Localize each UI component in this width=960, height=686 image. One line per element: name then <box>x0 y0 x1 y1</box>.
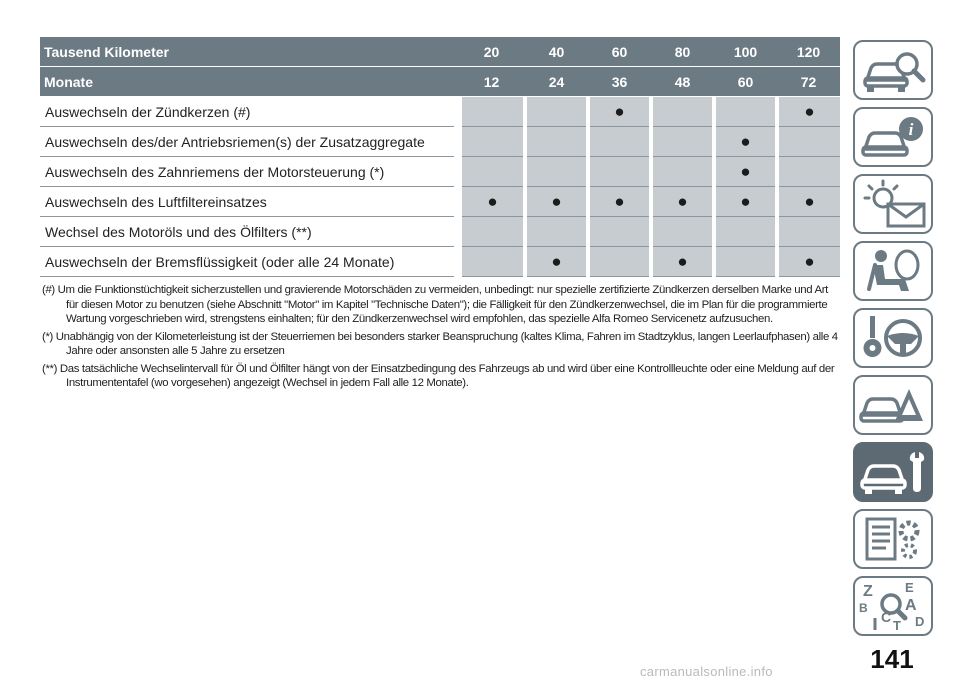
chapter-tab-vehicle-info[interactable] <box>853 107 933 167</box>
header-months-value: 12 <box>458 67 525 97</box>
schedule-mark <box>588 247 651 277</box>
chapter-tab-starting-driving[interactable] <box>853 308 933 368</box>
chapter-tab-safety[interactable] <box>853 241 933 301</box>
schedule-mark <box>525 157 588 187</box>
header-row-kilometers <box>40 37 840 67</box>
page-number: 141 <box>870 644 914 674</box>
header-km-value: 120 <box>777 37 840 67</box>
header-km-label: Tausend Kilometer <box>40 37 458 67</box>
table-row <box>40 187 840 217</box>
schedule-mark <box>458 127 525 157</box>
index-letters-icon <box>855 578 931 634</box>
warning-light-message-icon <box>855 176 931 232</box>
table-row <box>40 127 840 157</box>
car-breakdown-icon <box>855 377 931 433</box>
schedule-mark: ● <box>714 127 777 157</box>
car-search-icon <box>855 42 931 98</box>
index-letter: T <box>893 618 901 633</box>
header-months-value: 72 <box>777 67 840 97</box>
index-letter: E <box>905 580 914 595</box>
schedule-mark <box>525 127 588 157</box>
row-label: Auswechseln des/der Antriebsriemen(s) der Zusatzaggregate <box>40 127 458 157</box>
schedule-mark: ● <box>525 247 588 277</box>
header-row-months <box>40 67 840 97</box>
schedule-mark <box>651 97 714 127</box>
index-letter: C <box>881 609 892 625</box>
table-row <box>40 247 840 277</box>
header-km-value: 100 <box>714 37 777 67</box>
table-row <box>40 97 840 127</box>
row-label: Auswechseln der Zündkerzen (#) <box>40 97 458 127</box>
schedule-mark: ● <box>588 187 651 217</box>
schedule-mark <box>588 217 651 247</box>
header-km-value: 20 <box>458 37 525 67</box>
index-letter: D <box>915 614 925 629</box>
row-label: Wechsel des Motoröls und des Ölfilters (**) <box>40 217 458 247</box>
schedule-mark <box>525 217 588 247</box>
schedule-mark: ● <box>777 97 840 127</box>
schedule-mark: ● <box>458 187 525 217</box>
schedule-mark <box>651 127 714 157</box>
schedule-mark <box>714 97 777 127</box>
schedule-mark <box>714 247 777 277</box>
key-steering-wheel-icon <box>855 310 931 366</box>
schedule-mark <box>651 157 714 187</box>
schedule-mark <box>777 127 840 157</box>
footnote-timing-belt: (*) Unabhängig von der Kilometerleistung ist der Steuerriemen bei besonders starker Beanspruchung (kaltes Klima, Fahren im Stadtzyklus, langen Leerlaufphasen) alle 4 Jahre oder ansonsten alle 5 Jahre zu ersetzen <box>42 330 838 357</box>
seat-airbag-icon <box>855 243 931 299</box>
schedule-mark <box>777 157 840 187</box>
svg-text:i: i <box>908 120 914 139</box>
schedule-mark <box>458 157 525 187</box>
schedule-mark: ● <box>777 247 840 277</box>
chapter-tab-emergency[interactable] <box>853 375 933 435</box>
specs-gears-icon <box>855 511 931 567</box>
row-label: Auswechseln der Bremsflüssigkeit (oder alle 24 Monate) <box>40 247 458 277</box>
maintenance-schedule-table <box>40 37 840 277</box>
schedule-mark <box>714 217 777 247</box>
watermark-text: carmanualsonline.info <box>640 664 773 679</box>
schedule-mark: ● <box>777 187 840 217</box>
schedule-mark <box>588 127 651 157</box>
row-label: Auswechseln des Luftfiltereinsatzes <box>40 187 458 217</box>
chapter-tab-servicing-maintenance[interactable] <box>853 442 933 502</box>
header-months-value: 36 <box>588 67 651 97</box>
schedule-mark <box>525 97 588 127</box>
schedule-mark: ● <box>588 97 651 127</box>
schedule-mark: ● <box>525 187 588 217</box>
footnote-spark-plugs: (#) Um die Funktionstüchtigkeit sicherzustellen und gravierende Motorschäden zu vermeiden, unbedingt: nur spezielle zertifizierte Zündkerzen derselben Marke und Art für diesen Motor zu benutzen (siehe Abschnitt "Motor" im Kapitel "Technische Daten"); die Fälligkeit für den Zündkerzenwechsel, die im Plan für die programmierte Wartung vorgeschrieben wird, strengstens einhalten; für den Zündkerzenwechsel wird empfohlen, das spezielle Alfa Romeo Servicenetz aufzusuchen. <box>42 284 828 325</box>
table-row <box>40 217 840 247</box>
table-row <box>40 157 840 187</box>
header-months-value: 60 <box>714 67 777 97</box>
chapter-tab-vehicle-overview[interactable] <box>853 40 933 100</box>
schedule-mark <box>777 217 840 247</box>
car-info-icon <box>855 109 931 165</box>
index-letter: A <box>905 597 917 614</box>
footnote-oil-change: (**) Das tatsächliche Wechselintervall für Öl und Ölfilter hängt von der Einsatzbedingung des Fahrzeugs ab und wird über eine Kontrollleuchte oder eine Meldung auf der Instrumententafel (wo vorgesehen) angezeigt (Wechsel in jedem Fall alle 12 Monate). <box>42 362 835 389</box>
car-wrench-icon <box>855 444 931 500</box>
schedule-mark <box>458 217 525 247</box>
header-km-value: 40 <box>525 37 588 67</box>
chapter-tab-technical-data[interactable] <box>853 509 933 569</box>
header-km-value: 80 <box>651 37 714 67</box>
chapter-tab-index[interactable] <box>853 576 933 636</box>
chapter-tab-warning-lights[interactable] <box>853 174 933 234</box>
schedule-mark <box>458 247 525 277</box>
header-months-value: 48 <box>651 67 714 97</box>
schedule-mark <box>458 97 525 127</box>
schedule-mark <box>651 217 714 247</box>
footnotes <box>42 283 842 394</box>
index-letter: B <box>859 601 868 615</box>
header-months-label: Monate <box>40 67 458 97</box>
header-km-value: 60 <box>588 37 651 67</box>
schedule-mark: ● <box>714 157 777 187</box>
schedule-mark <box>588 157 651 187</box>
header-months-value: 24 <box>525 67 588 97</box>
schedule-mark: ● <box>714 187 777 217</box>
schedule-mark: ● <box>651 187 714 217</box>
index-letter: Z <box>863 583 873 600</box>
schedule-mark: ● <box>651 247 714 277</box>
row-label: Auswechseln des Zahnriemens der Motorsteuerung (*) <box>40 157 458 187</box>
